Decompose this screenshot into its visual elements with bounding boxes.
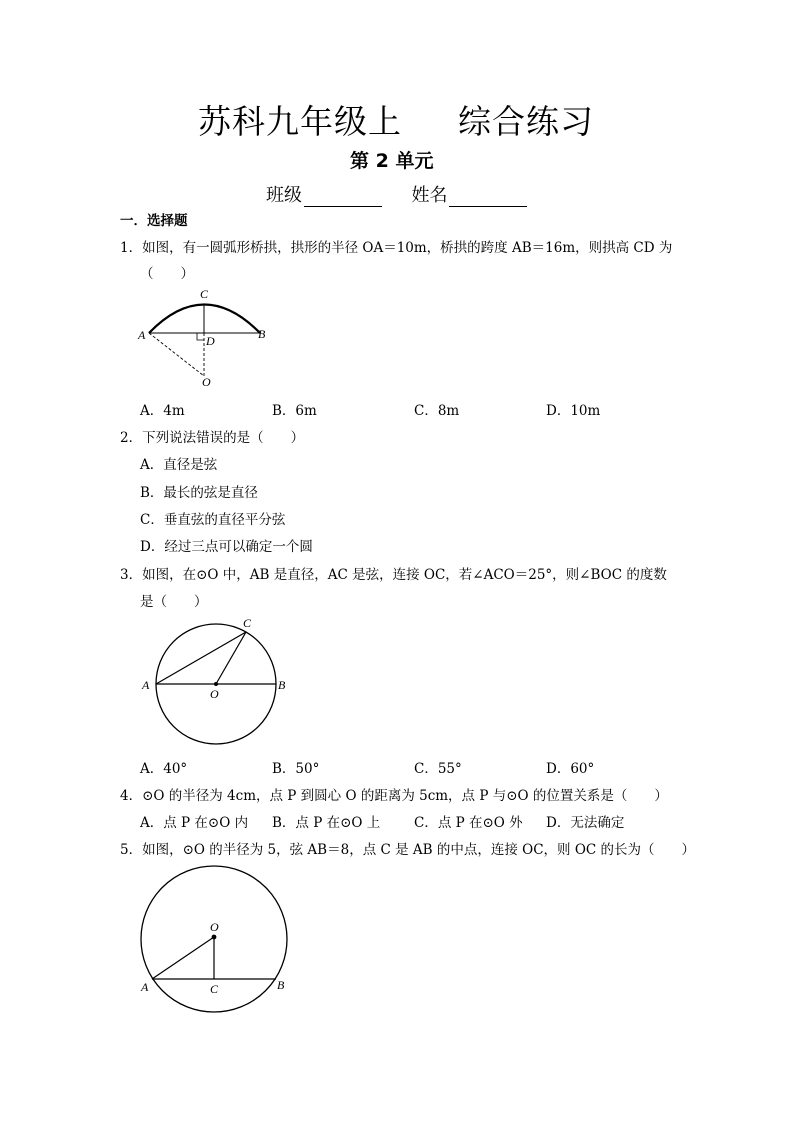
page-title-2 [458,96,594,143]
label-o: O [210,687,219,701]
label-b: B [278,678,286,692]
unit-subtitle: 第 2 单元 [350,150,434,172]
label-o: O [202,375,211,389]
label-d: D [206,334,215,348]
question-2-stem: 2．下列说法错误的是（ ） [120,430,305,446]
center-dot [214,682,218,686]
label-a: A [138,328,146,342]
q3-option-d[interactable]: D．60° [546,761,595,777]
q4-option-d[interactable]: D．无法确定 [546,815,625,831]
q1-option-d[interactable]: D．10m [546,403,601,419]
segment-oa [152,937,214,979]
q2-option-a[interactable]: A．直径是弦 [140,457,218,473]
question-1-stem: 1．如图，有一圆弧形桥拱，拱形的半径 OA＝10m，桥拱的跨度 AB＝16m，则拱高 CD 为 [120,240,673,256]
class-blank[interactable] [304,188,382,207]
q2-option-d[interactable]: D．经过三点可以确定一个圆 [140,539,313,555]
right-angle-mark [197,333,204,340]
q1-option-a[interactable]: A．4m [140,403,185,419]
label-a: A [142,678,150,692]
label-c: C [210,982,219,996]
title-part-1: 苏科九年级上 [198,102,402,141]
name-blank[interactable] [449,188,527,207]
chord-ac [156,632,246,684]
q1-option-c[interactable]: C．8m [414,403,460,419]
question-5-stem: 5．如图，⊙O 的半径为 5，弦 AB＝8，点 C 是 AB 的中点，连接 OC，则 OC 的长为（ ） [120,842,696,858]
question-1-stem-cont: （ ） [140,266,194,282]
question-3-stem-cont: 是（ ） [140,594,208,610]
segment-oc [216,632,246,684]
question-5-figure [136,862,296,1018]
q3-option-a[interactable]: A．40° [140,761,188,777]
student-info-row [266,181,527,207]
question-3-figure [138,614,294,750]
label-c: C [200,287,209,301]
q4-option-c[interactable]: C．点 P 在⊙O 外 [414,815,523,831]
title-part-2: 综合练习 [458,102,594,141]
page-title [198,96,402,143]
question-3-stem: 3．如图，在⊙O 中，AB 是直径，AC 是弦，连接 OC，若∠ACO＝25°，则∠BOC 的度数 [120,567,667,583]
label-a: A [141,980,149,994]
label-b: B [258,327,266,341]
label-b: B [277,978,285,992]
class-label: 班级 [266,185,302,206]
section-heading: 一．选择题 [120,213,188,229]
segment-ao-dashed [149,333,204,376]
name-label: 姓名 [411,185,448,206]
q4-option-a[interactable]: A．点 P 在⊙O 内 [140,815,249,831]
q3-option-c[interactable]: C．55° [414,761,462,777]
question-4-stem: 4．⊙O 的半径为 4cm，点 P 到圆心 O 的距离为 5cm，点 P 与⊙O 的位置关系是（ ） [120,788,668,804]
q4-option-b[interactable]: B．点 P 在⊙O 上 [272,815,381,831]
q2-option-c[interactable]: C．垂直弦的直径平分弦 [140,512,286,528]
q1-option-b[interactable]: B．6m [272,403,317,419]
question-1-figure [136,284,276,392]
q3-option-b[interactable]: B．50° [272,761,320,777]
label-c: C [243,616,252,630]
label-o: O [210,920,219,934]
center-dot [212,935,217,940]
q2-option-b[interactable]: B．最长的弦是直径 [140,485,258,501]
